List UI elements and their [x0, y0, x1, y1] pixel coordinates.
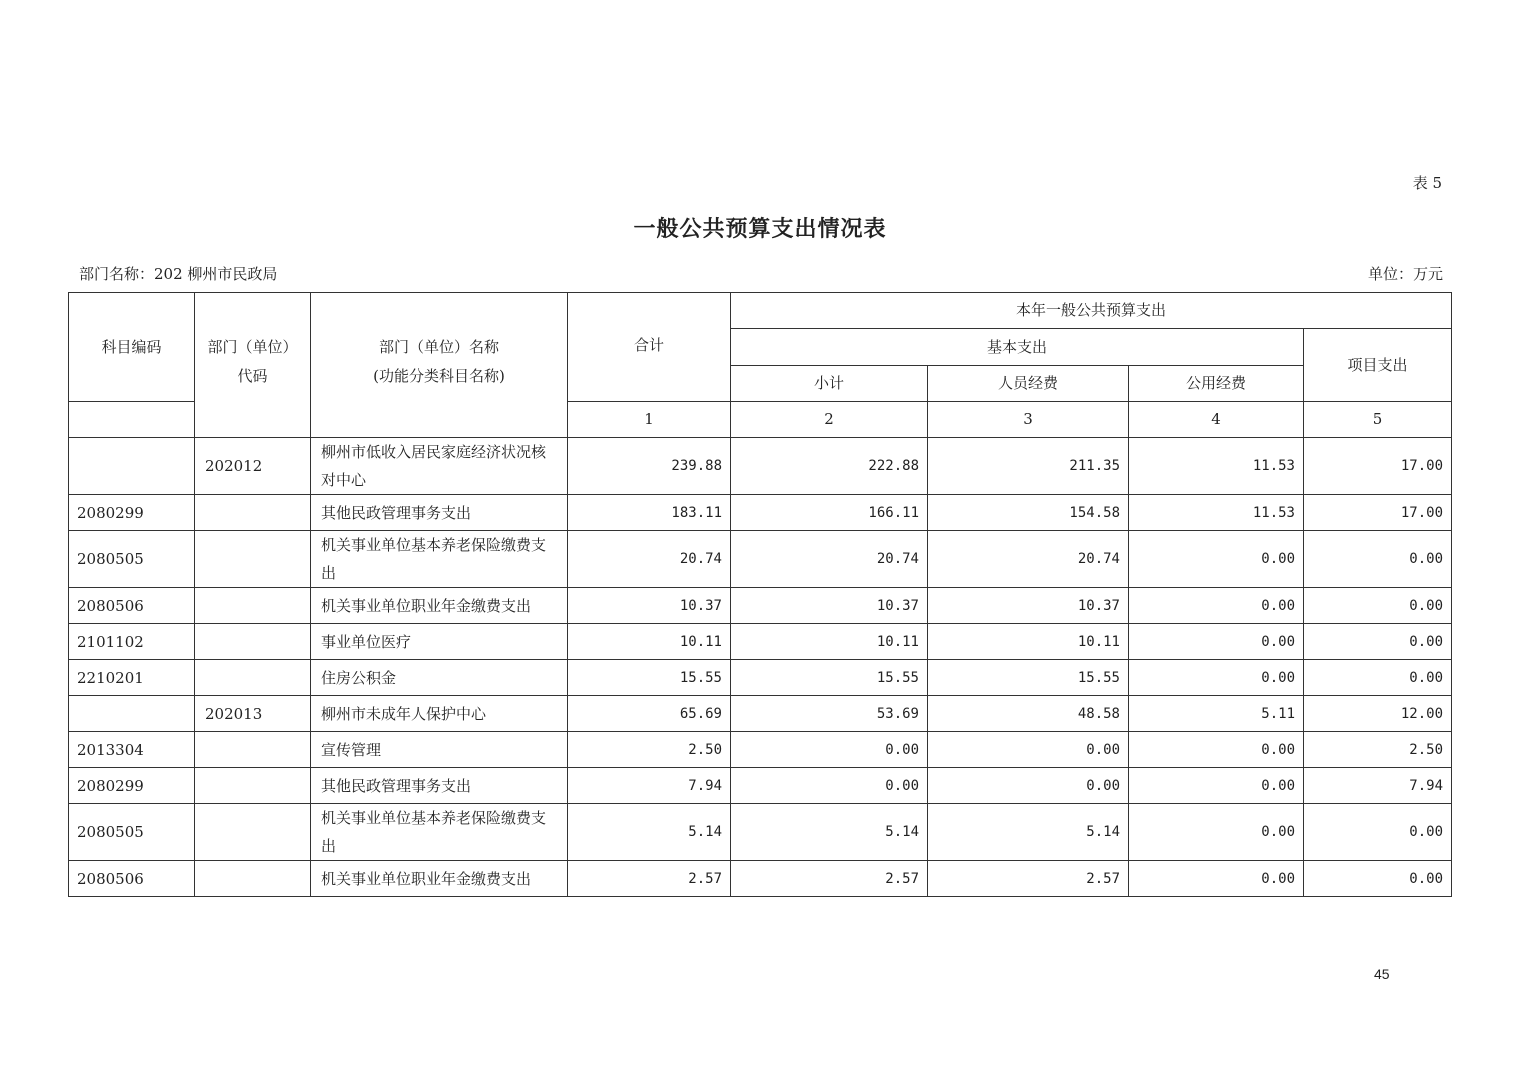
- cell-subtotal: 10.37: [731, 588, 928, 624]
- header-personnel: 人员经费: [928, 366, 1129, 402]
- cell-total: 2.57: [568, 861, 731, 897]
- unit-label: 单位：万元: [1367, 265, 1443, 283]
- table-row: [69, 531, 1452, 588]
- table-row: [69, 624, 1452, 660]
- cell-subject-code: 2080299: [69, 495, 195, 531]
- cell-subject-code: [69, 696, 195, 732]
- header-col-number: 1: [568, 402, 731, 438]
- cell-dept-code: [195, 732, 311, 768]
- cell-project: 12.00: [1304, 696, 1452, 732]
- table-row: [69, 660, 1452, 696]
- cell-subject-code: 2080505: [69, 531, 195, 588]
- page-number: 45: [1374, 966, 1390, 982]
- cell-subtotal: 10.11: [731, 624, 928, 660]
- cell-project: 17.00: [1304, 438, 1452, 495]
- cell-dept-name: 住房公积金: [311, 660, 568, 696]
- header-dept-code: 部门（单位） 代码: [195, 293, 311, 438]
- cell-dept-code: 202013: [195, 696, 311, 732]
- cell-subtotal: 2.57: [731, 861, 928, 897]
- cell-subject-code: 2101102: [69, 624, 195, 660]
- cell-subject-code: 2080506: [69, 861, 195, 897]
- cell-total: 5.14: [568, 804, 731, 861]
- cell-public: 0.00: [1129, 588, 1304, 624]
- cell-dept-code: [195, 768, 311, 804]
- cell-dept-name: 机关事业单位基本养老保险缴费支出: [311, 804, 568, 861]
- cell-subtotal: 0.00: [731, 768, 928, 804]
- cell-total: 239.88: [568, 438, 731, 495]
- cell-personnel: 10.11: [928, 624, 1129, 660]
- header-col-number: 5: [1304, 402, 1452, 438]
- cell-total: 20.74: [568, 531, 731, 588]
- cell-subtotal: 5.14: [731, 804, 928, 861]
- cell-dept-code: 202012: [195, 438, 311, 495]
- table-number: 表 5: [1412, 174, 1442, 192]
- cell-dept-name: 机关事业单位基本养老保险缴费支出: [311, 531, 568, 588]
- cell-dept-code: [195, 624, 311, 660]
- cell-subject-code: [69, 438, 195, 495]
- cell-dept-name: 柳州市低收入居民家庭经济状况核对中心: [311, 438, 568, 495]
- cell-personnel: 10.37: [928, 588, 1129, 624]
- cell-project: 0.00: [1304, 624, 1452, 660]
- table-row: [69, 495, 1452, 531]
- cell-project: 0.00: [1304, 861, 1452, 897]
- cell-project: 0.00: [1304, 804, 1452, 861]
- header-dept-name: 部门（单位）名称 (功能分类科目名称): [311, 293, 568, 438]
- cell-dept-code: [195, 588, 311, 624]
- cell-subject-code: 2080505: [69, 804, 195, 861]
- budget-table: [68, 292, 1452, 897]
- cell-dept-code: [195, 495, 311, 531]
- cell-personnel: 48.58: [928, 696, 1129, 732]
- table-row: [69, 732, 1452, 768]
- table-row: [69, 438, 1452, 495]
- cell-personnel: 211.35: [928, 438, 1129, 495]
- cell-personnel: 0.00: [928, 768, 1129, 804]
- table-row: [69, 696, 1452, 732]
- header-basic: 基本支出: [731, 329, 1304, 366]
- cell-public: 11.53: [1129, 438, 1304, 495]
- cell-subtotal: 166.11: [731, 495, 928, 531]
- cell-personnel: 2.57: [928, 861, 1129, 897]
- table-row: [69, 588, 1452, 624]
- header-subject-code: 科目编码: [69, 293, 195, 402]
- cell-public: 0.00: [1129, 861, 1304, 897]
- cell-dept-code: [195, 804, 311, 861]
- cell-public: 0.00: [1129, 804, 1304, 861]
- cell-total: 7.94: [568, 768, 731, 804]
- cell-dept-name: 宣传管理: [311, 732, 568, 768]
- header-col-number: 2: [731, 402, 928, 438]
- cell-total: 10.11: [568, 624, 731, 660]
- cell-dept-code: [195, 861, 311, 897]
- header-project: 项目支出: [1304, 329, 1452, 402]
- cell-dept-code: [195, 531, 311, 588]
- cell-total: 2.50: [568, 732, 731, 768]
- cell-subject-code: 2013304: [69, 732, 195, 768]
- header-col-number: 4: [1129, 402, 1304, 438]
- cell-project: 0.00: [1304, 660, 1452, 696]
- header-public: 公用经费: [1129, 366, 1304, 402]
- cell-project: 0.00: [1304, 588, 1452, 624]
- cell-subtotal: 20.74: [731, 531, 928, 588]
- cell-personnel: 15.55: [928, 660, 1129, 696]
- table-row: [69, 768, 1452, 804]
- cell-dept-name: 事业单位医疗: [311, 624, 568, 660]
- cell-dept-name: 机关事业单位职业年金缴费支出: [311, 861, 568, 897]
- cell-subtotal: 222.88: [731, 438, 928, 495]
- cell-subtotal: 53.69: [731, 696, 928, 732]
- cell-dept-name: 其他民政管理事务支出: [311, 768, 568, 804]
- cell-total: 15.55: [568, 660, 731, 696]
- cell-subject-code: 2080506: [69, 588, 195, 624]
- cell-personnel: 0.00: [928, 732, 1129, 768]
- cell-subject-code: 2080299: [69, 768, 195, 804]
- cell-project: 2.50: [1304, 732, 1452, 768]
- cell-public: 11.53: [1129, 495, 1304, 531]
- cell-public: 0.00: [1129, 660, 1304, 696]
- table-header: [69, 293, 1452, 438]
- cell-total: 10.37: [568, 588, 731, 624]
- department-name: 部门名称：202 柳州市民政局: [79, 265, 278, 283]
- table-row: [69, 804, 1452, 861]
- cell-public: 5.11: [1129, 696, 1304, 732]
- cell-dept-code: [195, 660, 311, 696]
- header-col-empty: [69, 402, 195, 438]
- cell-public: 0.00: [1129, 531, 1304, 588]
- header-current-year: 本年一般公共预算支出: [731, 293, 1452, 329]
- table-body: [69, 438, 1452, 897]
- cell-project: 0.00: [1304, 531, 1452, 588]
- cell-personnel: 154.58: [928, 495, 1129, 531]
- cell-public: 0.00: [1129, 768, 1304, 804]
- cell-total: 65.69: [568, 696, 731, 732]
- cell-public: 0.00: [1129, 624, 1304, 660]
- cell-total: 183.11: [568, 495, 731, 531]
- cell-subtotal: 15.55: [731, 660, 928, 696]
- cell-dept-name: 机关事业单位职业年金缴费支出: [311, 588, 568, 624]
- header-total: 合计: [568, 293, 731, 402]
- cell-subtotal: 0.00: [731, 732, 928, 768]
- cell-subject-code: 2210201: [69, 660, 195, 696]
- cell-project: 17.00: [1304, 495, 1452, 531]
- header-subtotal: 小计: [731, 366, 928, 402]
- page-title: 一般公共预算支出情况表: [633, 216, 887, 242]
- table-row: [69, 861, 1452, 897]
- cell-project: 7.94: [1304, 768, 1452, 804]
- cell-personnel: 20.74: [928, 531, 1129, 588]
- cell-dept-name: 其他民政管理事务支出: [311, 495, 568, 531]
- cell-personnel: 5.14: [928, 804, 1129, 861]
- cell-dept-name: 柳州市未成年人保护中心: [311, 696, 568, 732]
- header-col-number: 3: [928, 402, 1129, 438]
- cell-public: 0.00: [1129, 732, 1304, 768]
